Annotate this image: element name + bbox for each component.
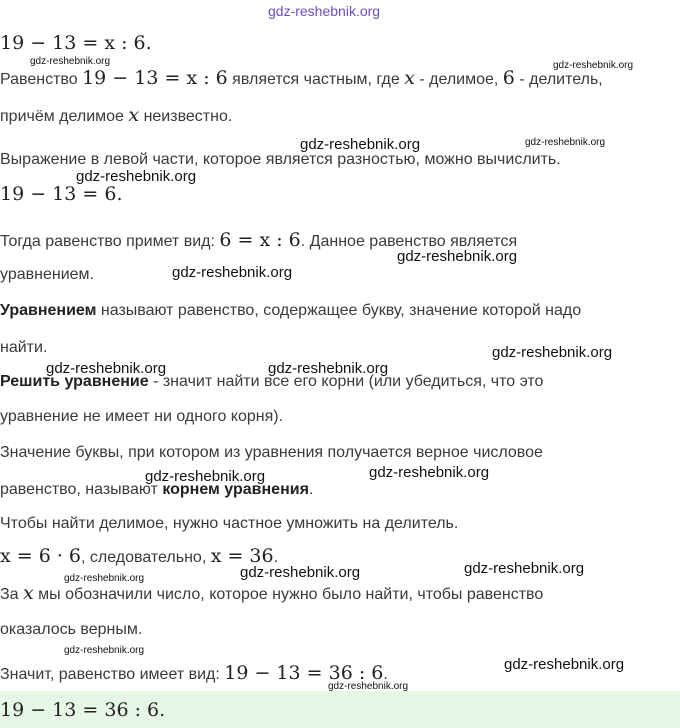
watermark: gdz-reshebnik.org [397,248,518,265]
math-equation: x = 36 [210,545,274,567]
watermark: gdz-reshebnik.org [553,60,634,71]
watermark: gdz-reshebnik.org [504,656,625,673]
paragraph-3-line-2: уравнением. [0,266,94,283]
paragraph-7: Чтобы найти делимое, нужно частное умножить на делитель. [0,515,459,532]
watermark: gdz-reshebnik.org [240,564,361,581]
watermark: gdz-reshebnik.org [328,681,409,692]
paragraph-5-line-1: Решить уравнение - значит найти все его корни (или убедиться, что это [0,373,544,390]
watermark: gdz-reshebnik.org [300,136,421,153]
paragraph-9-line-1: За x мы обозначили число, которое нужно было найти, чтобы равенство [0,582,544,604]
math-equation: x = 6 · 6 [0,545,82,567]
watermark: gdz-reshebnik.org [492,344,613,361]
watermark: gdz-reshebnik.org [172,264,293,281]
paragraph-4-line-2: найти. [0,339,48,356]
paragraph-6-line-1: Значение буквы, при котором из уравнения получается верное числовое [0,444,543,461]
watermark: gdz-reshebnik.org [268,360,389,377]
math-equation: 19 − 13 = x : 6 [82,67,228,89]
paragraph-4-line-1: Уравнением называют равенство, содержащее букву, значение которой надо [0,302,582,319]
paragraph-3-line-1: Тогда равенство примет вид: 6 = x : 6. Данное равенство является [0,229,518,251]
watermark: gdz-reshebnik.org [145,468,266,485]
watermark: gdz-reshebnik.org [369,464,490,481]
paragraph-9-line-2: оказалось верным. [0,621,143,638]
paragraph-1-line-1: Равенство 19 − 13 = x : 6 является частным, где x - делимое, 6 - делитель, [0,67,603,89]
watermark: gdz-reshebnik.org [46,360,167,377]
paragraph-10: Значит, равенство имеет вид: 19 − 13 = 36 : 6. [0,662,388,684]
watermark: gdz-reshebnik.org [268,3,381,19]
watermark: gdz-reshebnik.org [64,573,145,584]
answer-equation: 19 − 13 = 36 : 6. [0,699,166,721]
paragraph-1-line-2: причём делимое x неизвестно. [0,104,233,126]
math-equation: 6 = x : 6 [219,229,301,251]
watermark: gdz-reshebnik.org [64,645,145,656]
watermark: gdz-reshebnik.org [464,560,585,577]
equation-difference: 19 − 13 = 6. [0,183,123,205]
watermark: gdz-reshebnik.org [76,168,197,185]
math-equation: 19 − 13 = 36 : 6 [224,662,384,684]
watermark: gdz-reshebnik.org [30,56,111,67]
paragraph-8: x = 6 · 6, следовательно, x = 36. [0,545,279,567]
paragraph-2: Выражение в левой части, которое является разностью, можно вычислить. [0,151,561,168]
paragraph-5-line-2: уравнение не имеет ни одного корня). [0,408,284,425]
equation-initial: 19 − 13 = x : 6. [0,32,152,54]
paragraph-6-line-2: равенство, называют корнем уравнения. [0,481,314,498]
watermark: gdz-reshebnik.org [525,137,606,148]
